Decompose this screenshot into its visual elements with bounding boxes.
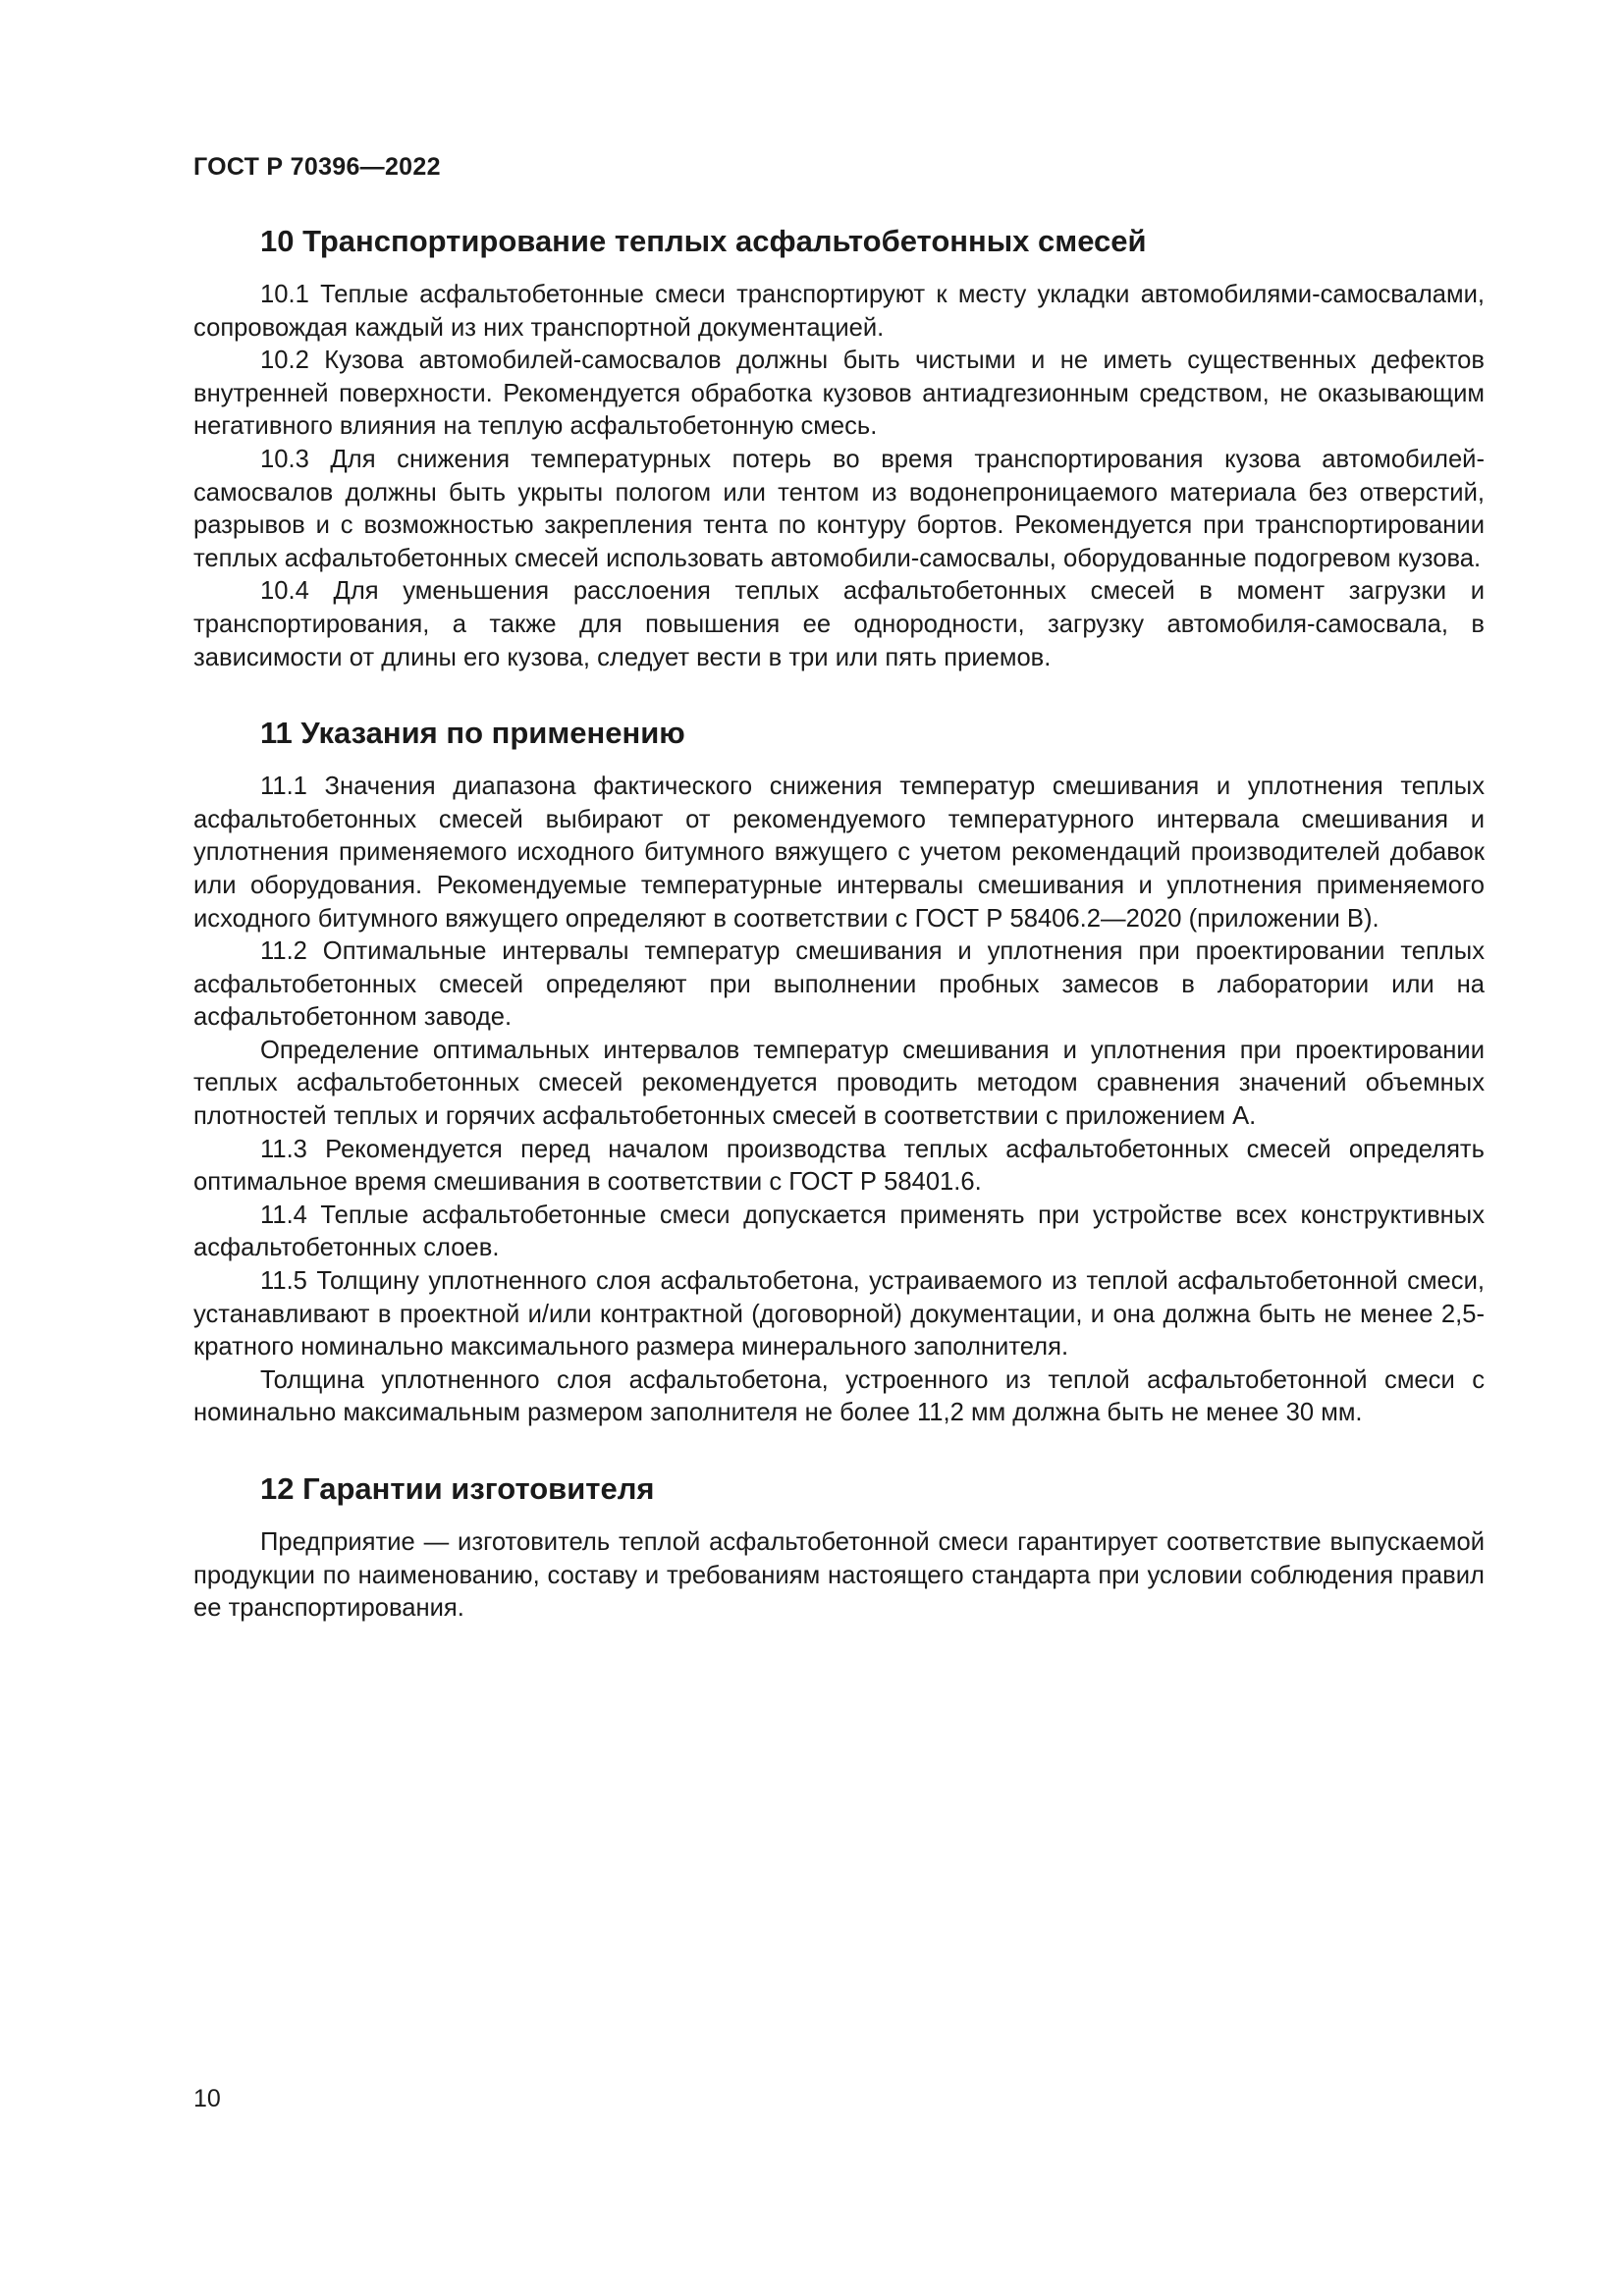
paragraph-11-4: 11.4 Теплые асфальтобетонные смеси допускается применять при устройстве всех конструктивных асфальтобетонных слоев. bbox=[193, 1201, 1485, 1262]
section-10-transportation bbox=[193, 222, 1485, 674]
paragraph-10-4: 10.4 Для уменьшения расслоения теплых асфальтобетонных смесей в момент загрузки и транспортирования, а также для повышения ее однородности, загрузку автомобиля-самосвала, в зависимости от длины его кузова, следует вести в три или пять приемов. bbox=[193, 577, 1485, 671]
page-number: 10 bbox=[193, 2085, 221, 2112]
section-heading: 12 Гарантии изготовителя bbox=[260, 1471, 655, 1506]
section-11-application bbox=[193, 714, 1485, 1430]
paragraph-12: Предприятие — изготовитель теплой асфальтобетонной смеси гарантирует соответствие выпускаемой продукции по наименованию, составу и требованиям настоящего стандарта при условии соблюдения правил ее транспортирования. bbox=[193, 1528, 1485, 1623]
paragraph-10-3: 10.3 Для снижения температурных потерь во время транспортирования кузова автомобилей-самосвалов должны быть укрыты пологом или тентом из водонепроницаемого материала без отверстий, разрывов и с возможностью закрепления тента по контуру бортов. Рекомендуется при транспортировании теплых асфальтобетонных смесей использовать автомобили-самосвалы, оборудованные подогревом кузова. bbox=[193, 445, 1485, 572]
section-heading: 11 Указания по применению bbox=[260, 716, 685, 751]
section-12-warranty bbox=[193, 1469, 1485, 1626]
document-id-header: ГОСТ Р 70396—2022 bbox=[193, 153, 441, 181]
paragraph-11-5: 11.5 Толщину уплотненного слоя асфальтобетона, устраиваемого из теплой асфальтобетонной смеси, устанавливают в проектной и/или контрактной (договорной) документации, и она должна быть не менее 2,5-кратного номинально максимального размера минерального заполнителя. bbox=[193, 1267, 1485, 1362]
paragraph-11-3: 11.3 Рекомендуется перед началом производства теплых асфальтобетонных смесей определять оптимальное время смешивания в соответствии с ГОСТ Р 58401.6. bbox=[193, 1135, 1485, 1197]
paragraph-11-2: 11.2 Оптимальные интервалы температур смешивания и уплотнения при проектировании теплых асфальтобетонных смесей определяют при выполнении пробных замесов в лаборатории или на асфальтобетонном заводе. bbox=[193, 937, 1485, 1032]
section-heading: 10 Транспортирование теплых асфальтобетонных смесей bbox=[260, 224, 1147, 258]
paragraph-10-1: 10.1 Теплые асфальтобетонные смеси транспортируют к месту укладки автомобилями-самосвалами, сопровождая каждый из них транспортной документацией. bbox=[193, 281, 1485, 342]
paragraph-11-2-continued: Определение оптимальных интервалов температур смешивания и уплотнения при проектировании теплых асфальтобетонных смесей рекомендуется проводить методом сравнения значений объемных плотностей теплых и горячих асфальтобетонных смесей в соответствии с приложением А. bbox=[193, 1036, 1485, 1131]
paragraph-11-5-continued: Толщина уплотненного слоя асфальтобетона, устроенного из теплой асфальтобетонной смеси с номинально максимальным размером заполнителя не более 11,2 мм должна быть не менее 30 мм. bbox=[193, 1365, 1485, 1427]
paragraph-10-2: 10.2 Кузова автомобилей-самосвалов должны быть чистыми и не иметь существенных дефектов внутренней поверхности. Рекомендуется обработка кузовов антиадгезионным средством, не оказывающим негативного влияния на теплую асфальтобетонную смесь. bbox=[193, 347, 1485, 441]
document-body bbox=[193, 222, 1485, 1626]
paragraph-11-1: 11.1 Значения диапазона фактического снижения температур смешивания и уплотнения теплых асфальтобетонных смесей выбирают от рекомендуемого температурного интервала смешивания и уплотнения применяемого исходного битумного вяжущего с учетом рекомендаций производителей добавок или оборудования. Рекомендуемые температурные интервалы смешивания и уплотнения применяемого исходного битумного вяжущего определяют в соответствии с ГОСТ Р 58406.2—2020 (приложении В). bbox=[193, 773, 1485, 933]
